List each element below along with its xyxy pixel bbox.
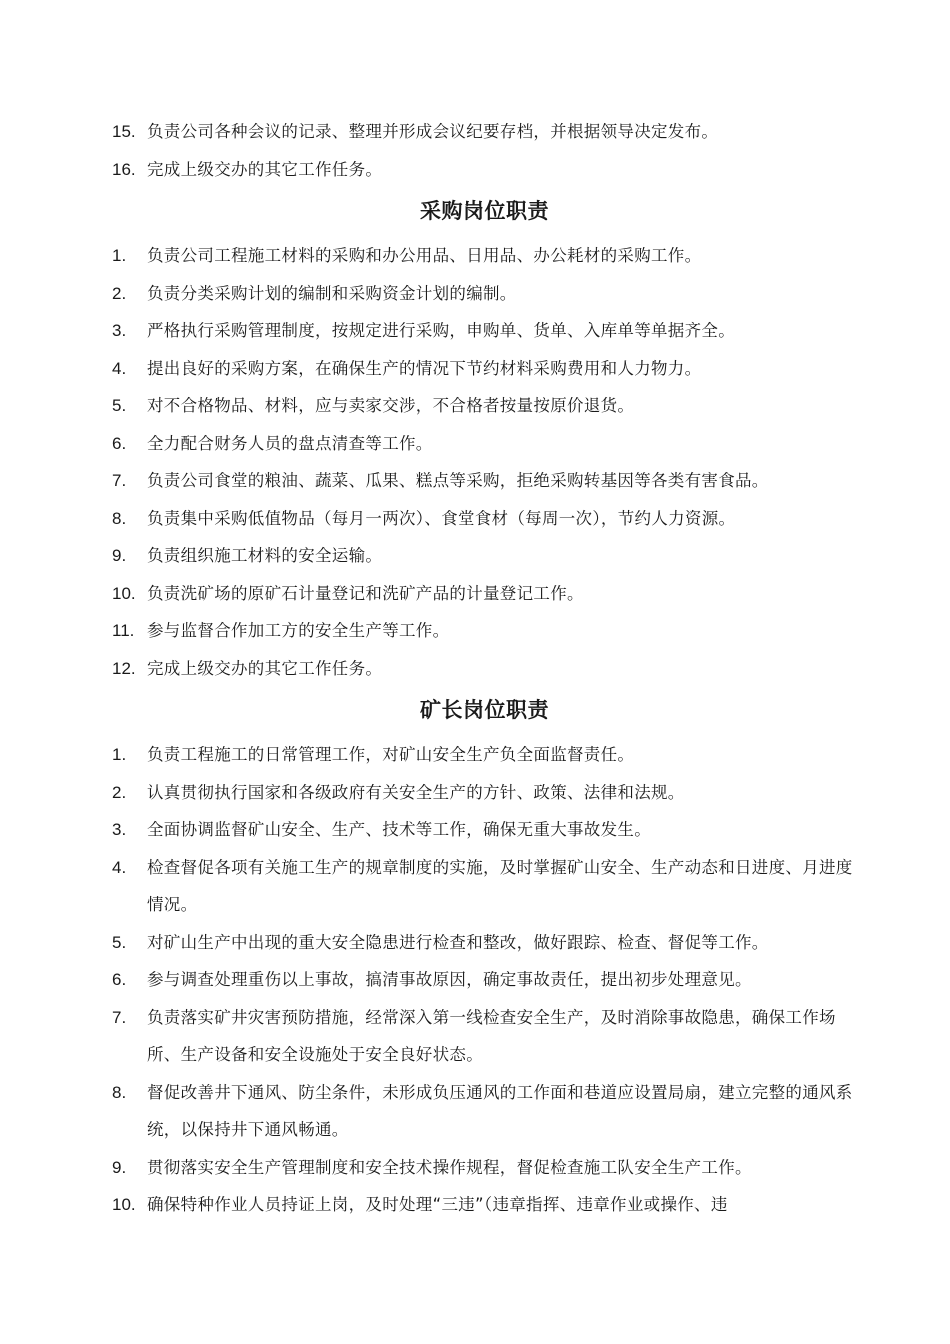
list-item: [112, 500, 857, 538]
item-text: 对不合格物品、材料，应与卖家交涉，不合格者按量按原价退货。: [147, 396, 635, 415]
item-text: 完成上级交办的其它工作任务。: [147, 159, 383, 179]
list-item: [112, 774, 857, 812]
item-number: 5.: [112, 932, 127, 952]
item-text: 参与监督合作加工方的安全生产等工作。: [147, 621, 450, 640]
item-text: 检查督促各项有关施工生产的规章制度的实施，及时掌握矿山安全、生产动态和日进度、月进度情况。: [147, 857, 853, 914]
item-text: 负责集中采购低值物品（每月一两次）、食堂食材（每周一次），节约人力资源。: [147, 508, 736, 528]
item-text: 负责工程施工的日常管理工作，对矿山安全生产负全面监督责任。: [147, 745, 635, 764]
list-item: [112, 650, 857, 688]
item-number: 3.: [112, 321, 127, 340]
list-item: [112, 999, 857, 1074]
item-text: 负责公司食堂的粮油、蔬菜、瓜果、糕点等采购，拒绝采购转基因等各类有害食品。: [147, 471, 769, 490]
item-number: 4.: [112, 857, 127, 877]
item-text: 负责洗矿场的原矿石计量登记和洗矿产品的计量登记工作。: [147, 583, 584, 603]
item-text: 全面协调监督矿山安全、生产、技术等工作，确保无重大事故发生。: [147, 820, 651, 839]
item-number: 5.: [112, 396, 127, 415]
item-text: 督促改善井下通风、防尘条件，未形成负压通风的工作面和巷道应设置局扇，建立完整的通风系统，以保持井下通风畅通。: [147, 1082, 853, 1139]
document-content: [112, 113, 857, 1224]
item-number: 11.: [112, 621, 135, 640]
list-item: [112, 275, 857, 313]
item-number: 8.: [112, 508, 127, 528]
list-item: [112, 537, 857, 575]
item-number: 2.: [112, 782, 127, 802]
section-title: 采购岗位职责: [420, 198, 549, 223]
item-text: 完成上级交办的其它工作任务。: [147, 658, 383, 678]
item-number: 8.: [112, 1082, 127, 1102]
list-item: [112, 1074, 857, 1149]
intro-list: [112, 113, 857, 188]
item-number: 2.: [112, 283, 127, 303]
item-number: 4.: [112, 358, 127, 378]
item-text: 负责落实矿井灾害预防措施，经常深入第一线检查安全生产，及时消除事故隐患，确保工作场所、生产设备和安全设施处于安全良好状态。: [147, 1007, 836, 1064]
item-number: 9.: [112, 546, 127, 565]
item-number: 12.: [112, 658, 136, 678]
item-text: 认真贯彻执行国家和各级政府有关安全生产的方针、政策、法律和法规。: [147, 782, 685, 802]
list-item: [112, 1149, 857, 1187]
item-number: 3.: [112, 820, 127, 839]
list-item: [112, 849, 857, 924]
list-item: [112, 1186, 857, 1224]
section-title: 矿长岗位职责: [420, 697, 549, 722]
purchasing-list: [112, 237, 857, 687]
list-item: [112, 961, 857, 999]
list-item: [112, 387, 857, 425]
item-text: 确保特种作业人员持证上岗，及时处理“三违”（违章指挥、违章作业或操作、违: [147, 1195, 728, 1214]
list-item: [112, 151, 857, 189]
mine-manager-list: [112, 736, 857, 1224]
item-number: 1.: [112, 745, 127, 764]
item-number: 6.: [112, 433, 127, 453]
item-text: 参与调查处理重伤以上事故，搞清事故原因，确定事故责任，提出初步处理意见。: [147, 970, 752, 989]
purchasing-section: [112, 197, 857, 687]
item-text: 贯彻落实安全生产管理制度和安全技术操作规程，督促检查施工队安全生产工作。: [147, 1157, 752, 1177]
item-text: 提出良好的采购方案，在确保生产的情况下节约材料采购费用和人力物力。: [147, 358, 702, 378]
item-number: 7.: [112, 471, 127, 490]
item-text: 对矿山生产中出现的重大安全隐患进行检查和整改，做好跟踪、检查、督促等工作。: [147, 932, 769, 952]
list-item: [112, 924, 857, 962]
list-item: [112, 612, 857, 650]
item-number: 16.: [112, 159, 136, 179]
item-number: 6.: [112, 970, 127, 989]
item-text: 负责组织施工材料的安全运输。: [147, 546, 383, 565]
list-item: [112, 811, 857, 849]
list-item: [112, 462, 857, 500]
item-text: 负责公司工程施工材料的采购和办公用品、日用品、办公耗材的采购工作。: [147, 246, 702, 265]
item-number: 7.: [112, 1007, 127, 1027]
item-text: 负责分类采购计划的编制和采购资金计划的编制。: [147, 283, 517, 303]
list-item: [112, 237, 857, 275]
mine-manager-section: [112, 696, 857, 1224]
list-item: [112, 113, 857, 151]
item-number: 15.: [112, 122, 136, 141]
list-item: [112, 425, 857, 463]
item-number: 10.: [112, 1195, 136, 1214]
list-item: [112, 312, 857, 350]
item-text: 负责公司各种会议的记录、整理并形成会议纪要存档，并根据领导决定发布。: [147, 122, 719, 141]
list-item: [112, 736, 857, 774]
item-number: 10.: [112, 583, 136, 603]
item-number: 9.: [112, 1157, 127, 1177]
list-item: [112, 575, 857, 613]
item-text: 严格执行采购管理制度，按规定进行采购，申购单、货单、入库单等单据齐全。: [147, 321, 735, 340]
list-item: [112, 350, 857, 388]
item-number: 1.: [112, 246, 127, 265]
item-text: 全力配合财务人员的盘点清查等工作。: [147, 433, 433, 453]
